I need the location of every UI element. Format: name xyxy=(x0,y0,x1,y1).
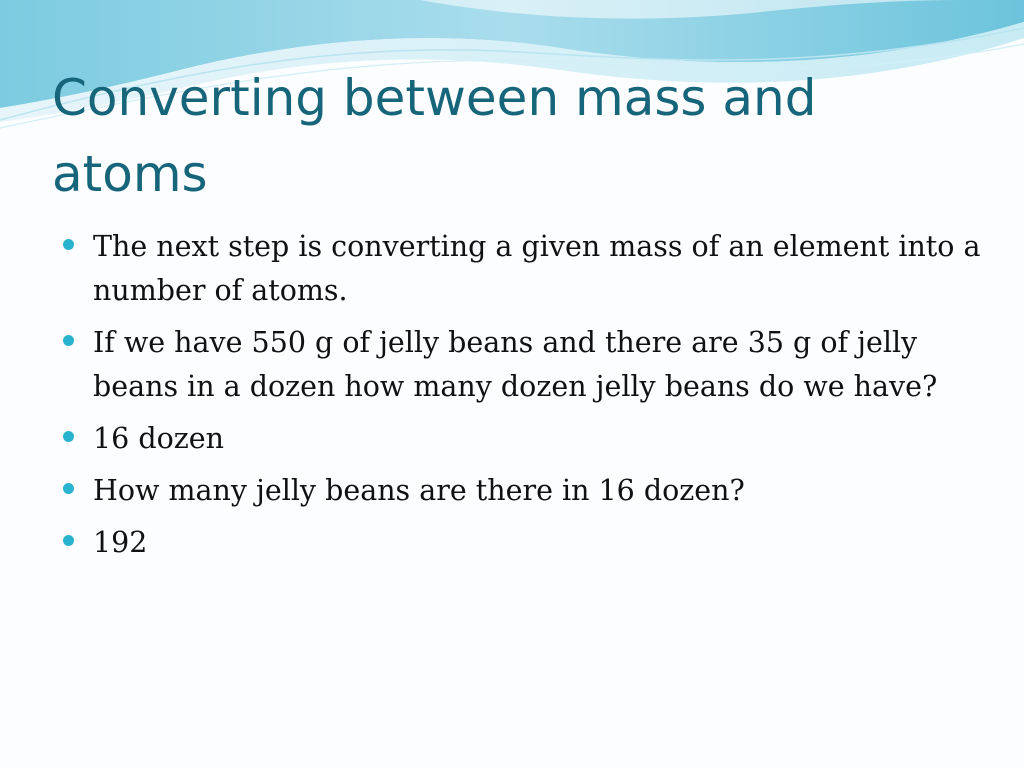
bullet-dot-icon xyxy=(63,239,74,250)
bullet-list xyxy=(62,225,982,573)
bullet-dot-icon xyxy=(63,483,74,494)
bullet-dot-icon xyxy=(63,431,74,442)
list-item xyxy=(62,521,982,565)
list-item-text: If we have 550 g of jelly beans and there are 35 g of jelly beans in a dozen how many dozen jelly beans do we have? xyxy=(93,326,938,403)
list-item-text: The next step is converting a given mass of an element into a number of atoms. xyxy=(93,230,981,307)
list-item-text: 16 dozen xyxy=(93,422,224,455)
bullet-dot-icon xyxy=(63,535,74,546)
list-item xyxy=(62,225,982,313)
list-item-text: How many jelly beans are there in 16 dozen? xyxy=(93,474,745,507)
bullet-dot-icon xyxy=(63,335,74,346)
list-item xyxy=(62,417,982,461)
slide-title: Converting between mass and atoms xyxy=(52,69,817,203)
list-item-text: 192 xyxy=(93,526,148,559)
list-item xyxy=(62,469,982,513)
list-item xyxy=(62,321,982,409)
